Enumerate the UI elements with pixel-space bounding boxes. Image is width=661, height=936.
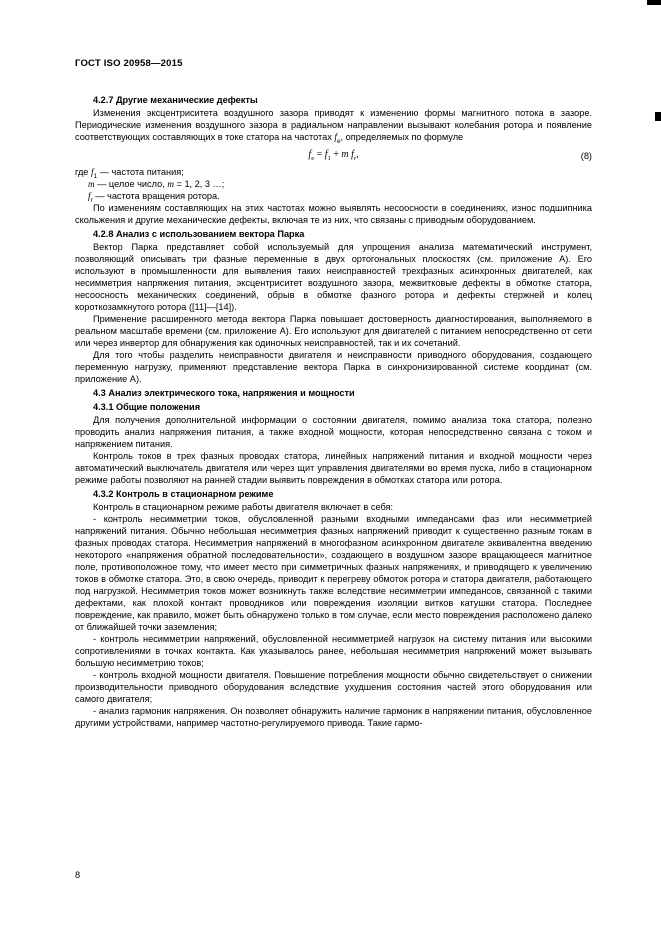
formula-var: m [167, 179, 174, 189]
page-number: 8 [75, 870, 81, 880]
subscript: e [311, 155, 315, 162]
paragraph-text: , определяемых по формуле [340, 132, 464, 142]
subscript: e [336, 137, 341, 145]
scan-artifact [647, 0, 661, 5]
list-item-input-power: - контроль входной мощности двигателя. Повышение потребления мощности обычно свидетельствует о снижении производительности приводного оборудования вследствие ухудшения состояния частей этого оборудования или самого двигателя; [75, 670, 592, 704]
list-item-voltage-unbalance: - контроль несимметрии напряжений, обусловленной несимметрией нагрузок на систему питания или высокими сопротивлениями в точках контакта. Как указывалось ранее, небольшая несимметрия напряжений может вызывать большую несимметрию токов; [75, 634, 592, 668]
list-item-current-unbalance: - контроль несимметрии токов, обусловленной разными входными импедансами фаз или несимметрией напряжений питания. Обычно небольшая несимметрия фазных напряжений приводит к существенно разным токам в фазных проводах статора. Несимметрия напряжений в многофазном асинхронном двигателе эквивалентна введению некоторого «напряжения обратной последовательности», создающего в воздушном зазоре вращающееся магнитное поле, противоположное тому, что имеет место при симметричных фазных напряжениях, и приводящего к увеличению токов в обмотке статора. Это, в свою очередь, приводит к перегреву обмоток ротора и статора двигателя, работающего под нагрузкой. Несимметрия токов может возникнуть также вследствие несимметрии импедансов, связанной с такими дефектами, как плохой контакт проводников или повреждения изоляции витков катушки статора. Последнее повреждение, как правило, может быть обнаружено только в том случае, если место повреждения расположено далеко от ближайшей точки заземления; [75, 514, 592, 632]
formula-8 [75, 149, 592, 161]
definition-text: — целое число, [94, 179, 168, 189]
scan-artifact [655, 112, 661, 121]
paragraph: Вектор Парка представляет собой используемый для упрощения анализа математический инструмент, позволяющий описывать три фазные переменные в двух ортогональных плоскостях (см. приложение А). Его используют в промышленности для выявления таких неисправностей трехфазных асинхронных двигателей, как несимметрия напряжения питания, эксцентриситет воздушного зазора, межвитковые дефекты в обмотке статора, несоосность механических соединений, обрыв в обмотке фазного ротора и дефекты стержней и колец короткозамкнутого ротора ([11]—[14]). [75, 242, 592, 312]
paragraph [75, 107, 592, 143]
operator: = [314, 149, 325, 160]
formula-number: (8) [580, 151, 592, 161]
formula-var: f [324, 149, 328, 160]
paragraph-text: Изменения эксцентриситета воздушного зазора приводят к изменению формы магнитного потока в зазоре. Периодические изменения воздушного зазора в радиальном направлении вызывают колебания ротора и появление соответствующих составляющих в токе статора на частотах [75, 108, 592, 142]
where-lead: где [75, 167, 91, 177]
section-heading-4-2-7: 4.2.7 Другие механические дефекты [93, 95, 258, 105]
formula-var: m [88, 179, 95, 189]
subscript: 1 [327, 155, 331, 162]
document-body [75, 92, 592, 729]
where-definition [75, 190, 592, 202]
paragraph: Применение расширенного метода вектора Парка повышает достоверность диагностирования, выполняемого в реальном масштабе времени (см. приложение А). Его используют для двигателей с питанием непосредственно от сети или через инвертор для обнаружения как одиночных неисправностей, так и их сочетаний. [75, 314, 592, 348]
section-heading-4-2-8: 4.2.8 Анализ с использованием вектора Парка [93, 229, 305, 239]
paragraph: По изменениям составляющих на этих частотах можно выявлять несоосности в соединениях, износ подшипника скольжения и другие механические дефекты, включая те из них, что связаны с приводным оборудованием. [75, 203, 592, 225]
formula-var: f [308, 149, 312, 160]
formula-var: m f [341, 149, 354, 160]
subscript: r [90, 196, 93, 204]
formula-var: f [90, 167, 94, 177]
definition-text: — частота вращения ротора. [92, 191, 220, 201]
definition-text: = 1, 2, 3 …; [173, 179, 225, 189]
paragraph: Для того чтобы разделить неисправности двигателя и неисправности приводного оборудования, создающего переменную нагрузку, применяют представление вектора Парка в синхронизированной системе координат (см. приложение А). [75, 350, 592, 384]
paragraph: Для получения дополнительной информации о состоянии двигателя, помимо анализа тока статора, полезно проводить анализ напряжения питания, а также входной мощности, которая непосредственно связана с током и напряжением питания. [75, 415, 592, 449]
paragraph: Контроль токов в трех фазных проводах статора, линейных напряжений питания и входной мощности через автоматический выключатель двигателя или через щит управления двигателями во время пуска, либо в стационарном режиме работы позволяют на ранней стадии выявить повреждения в обмотках статора или ротора. [75, 451, 592, 485]
subscript: r [353, 155, 357, 162]
punctuation: , [356, 149, 359, 160]
formula-var: f [334, 132, 337, 142]
section-heading-4-3-2: 4.3.2 Контроль в стационарном режиме [93, 489, 274, 499]
operator: + [330, 149, 342, 160]
doc-number: ГОСТ ISO 20958—2015 [75, 58, 183, 69]
where-definition [75, 178, 592, 190]
formula-var: f [88, 191, 91, 201]
list-item-voltage-harmonics: - анализ гармоник напряжения. Он позволяет обнаружить наличие гармоник в напряжении питания, обусловленное другими устройствами, например частотно-регулируемого привода. Такие гармо- [75, 706, 592, 728]
section-heading-4-3-1: 4.3.1 Общие положения [93, 402, 201, 412]
subscript: 1 [93, 172, 98, 180]
formula-expression [308, 149, 358, 160]
definition-text: — частота питания; [97, 167, 184, 177]
where-definition [75, 166, 592, 178]
section-heading-4-3: 4.3 Анализ электрического тока, напряжения и мощности [93, 388, 355, 398]
paragraph: Контроль в стационарном режиме работы двигателя включает в себя: [93, 502, 394, 512]
